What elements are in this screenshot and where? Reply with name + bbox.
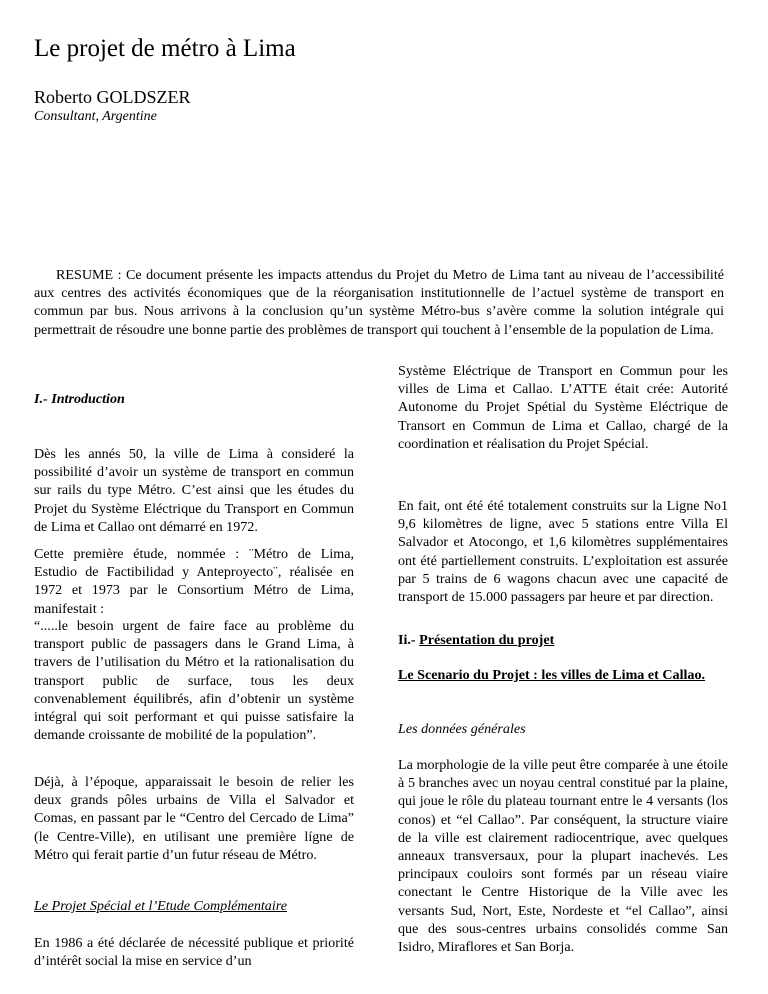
- paper-title: Le projet de métro à Lima: [34, 35, 296, 62]
- intro-quote: “.....le besoin urgent de faire face au problème du transport public de passagers dans le Grand Lima, à travers de l’utilisation du Métro et la rationalisation du transport public de surface, tous les deux convenablement équilibrés, afin d’obtenir un système intégral qui soit performant et qui puisse satisfaire la demande croissante de mobilité de la population”.: [34, 618, 354, 744]
- section-heading-presentation: [398, 631, 728, 649]
- right-paragraph-2: En fait, ont été été totalement construits sur la Ligne No1 9,6 kilomètres de ligne, avec 5 stations entre Villa El Salvador et Atocongo, et 1,6 kilomètres supplémentaires ont été partiellement construits. L’exploitation est assurée par 5 trains de 6 wagons chacun avec une capacité de transport de 15.000 passagers par heure et par direction.: [398, 498, 728, 606]
- author-name: Roberto GOLDSZER: [34, 87, 191, 107]
- intro-paragraph-1: Dès les annés 50, la ville de Lima à consideré la possibilité d’avoir un système de transport en commun sur rails du type Métro. C’est ainsi que les études du Projet du Système Eléctrique du Transport en Commun de Lima et Callao ont démarré en 1972.: [34, 446, 354, 535]
- author-affiliation: Consultant, Argentine: [34, 109, 157, 124]
- subsection-heading-donnees: Les données générales: [398, 721, 526, 737]
- abstract-paragraph: RESUME : Ce document présente les impacts attendus du Projet du Metro de Lima tant au niveau de l’accessibilité aux centres des activités économiques que de la réorganisation institutionnelle de l’actuel système de transport en commun par bus. Nous arrivons à la conclusion qu’un système Métro-bus s’avère comme la solution intégrale qui permettrait de résoudre une bonne partie des problèmes de transport qui touchent à l’ensemble de la population de Lima.: [34, 267, 724, 338]
- section-heading-number: Ii.-: [398, 632, 420, 648]
- right-paragraph-3: La morphologie de la ville peut être comparée à une étoile à 5 branches avec un noyau central constitué par la plaine, qui joue le rôle du plateau tournant entre le 4 versants (los conos) et “el Callao”. Par conséquent, la structure viaire de la ville est clairement radiocentrique, avec quelques anneaux transversaux, pour la plupart inachevés. Les principaux couloirs sont formés par un réseau viaire conectant le Centre Historique de la Ville avec les versants Sud, Nort, Este, Nordeste et “el Callao”, ainsi que des sous-centres urbains consolidés comme San Isidro, Miraflores et San Borja.: [398, 757, 728, 956]
- right-paragraph-1: Système Eléctrique de Transport en Commun pour les villes de Lima et Callao. L’ATTE était crée: Autorité Autonome du Projet Spétial du Système Eléctrique de Transort en Commun de Lima et Callao, chargé de la coordination et réalisation du Projet Spécial.: [398, 363, 728, 452]
- intro-paragraph-3: Déjà, à l’époque, apparaissait le besoin de relier les deux grands pôles urbains de Villa el Salvador et Comas, en passant par le “Centro del Cercado de Lima” (le Centre-Ville), en utilisant une première lígne de Métro qui ferait partie d’un futur réseau de Métro.: [34, 774, 354, 863]
- special-paragraph-1: En 1986 a été déclarée de nécessité publique et priorité d’intérêt social la mise en service d’un: [34, 935, 354, 970]
- subsection-heading-scenario: Le Scenario du Projet : les villes de Lima et Callao.: [398, 667, 706, 683]
- section-heading-projet-special: Le Projet Spécial et l’Etude Complémentaire: [34, 898, 287, 914]
- section-heading-introduction: I.- Introduction: [34, 391, 125, 407]
- section-heading-text: Présentation du projet: [419, 632, 555, 648]
- intro-paragraph-2: Cette première étude, nommée : ¨Métro de Lima, Estudio de Factibilidad y Anteproyecto¨, réalisée en 1972 et 1973 par le Consortium Métro de Lima, manifestait :: [34, 546, 354, 617]
